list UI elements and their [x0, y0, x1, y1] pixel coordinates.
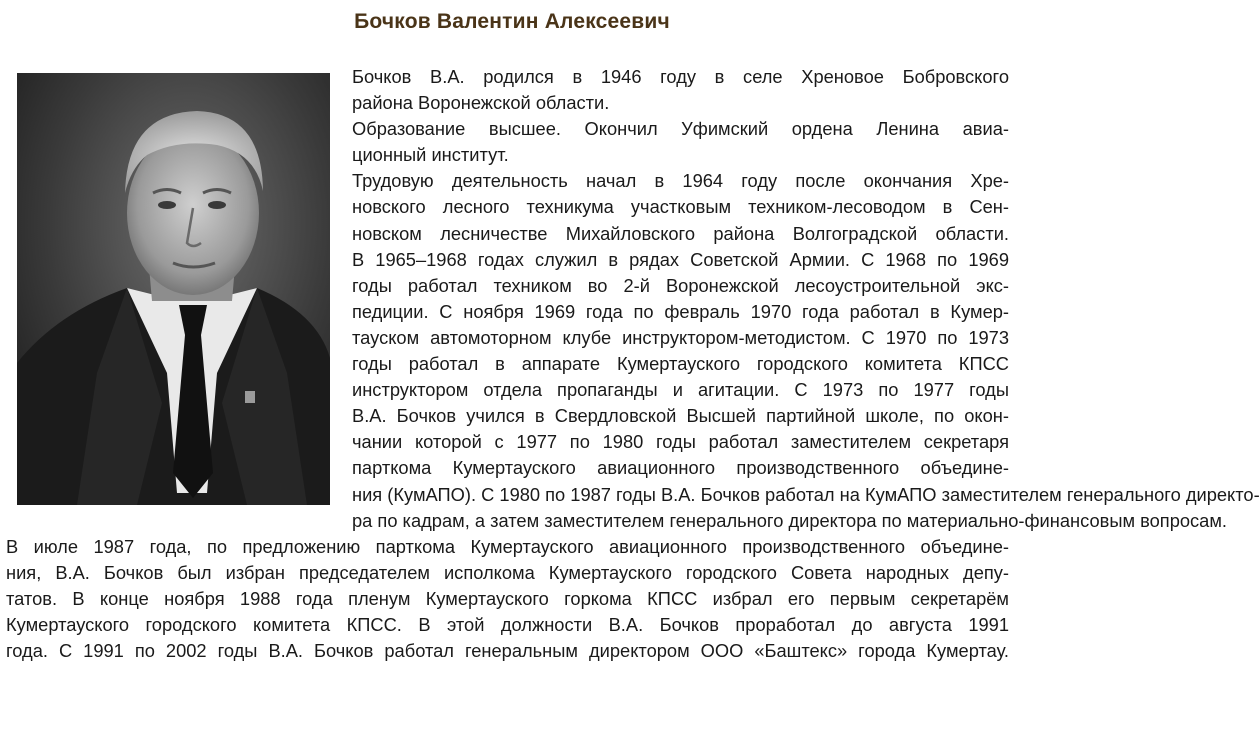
text-line: ния, В.А. Бочков был избран председателем исполкома Кумертауского городского Совета народных депу-	[6, 561, 1009, 583]
text-line: инструктором отдела пропаганды и агитации. С 1973 по 1977 годы	[352, 379, 1009, 401]
text-line: Трудовую деятельность начал в 1964 году после окончания Хре-	[352, 170, 1009, 192]
text-line: года. С 1991 по 2002 годы В.А. Бочков работал генеральным директором ООО «Баштекс» города Кумертау.	[6, 640, 1009, 662]
text-line: ра по кадрам, а затем заместителем генерального директора по материально-финансовым вопросам.	[352, 509, 1227, 531]
text-line: педиции. С ноября 1969 года по февраль 1970 года работал в Кумер-	[352, 300, 1009, 322]
text-line: новского лесного техникума участковым техником-лесоводом в Сен-	[352, 196, 1009, 218]
text-line: В июле 1987 года, по предложению парткома Кумертауского авиационного производственного объедине-	[6, 535, 1009, 557]
text-line: района Воронежской области.	[352, 92, 610, 114]
text-line: чании которой с 1977 по 1980 годы работал заместителем секретаря	[352, 431, 1009, 453]
text-line: ционный институт.	[352, 144, 509, 166]
text-line: годы работал в аппарате Кумертауского городского комитета КПСС	[352, 353, 1009, 375]
text-line: татов. В конце ноября 1988 года пленум Кумертауского горкома КПСС избрал его первым секретарём	[6, 587, 1009, 609]
text-line: новском лесничестве Михайловского района Волгоградской области.	[352, 222, 1009, 244]
text-line: парткома Кумертауского авиационного производственного объедине-	[352, 457, 1009, 479]
text-line: Бочков В.А. родился в 1946 году в селе Хреновое Бобровского	[352, 66, 1009, 87]
page-title: Бочков Валентин Алексеевич	[354, 10, 670, 33]
text-line: В.А. Бочков учился в Свердловской Высшей партийной школе, по окон-	[352, 405, 1009, 427]
text-line: ния (КумАПО). С 1980 по 1987 годы В.А. Бочков работал на КумАПО заместителем генерального директо-	[352, 483, 1260, 505]
text-line: годы работал техником во 2-й Воронежской лесоустроительной экс-	[352, 274, 1009, 296]
text-line: Кумертауского городского комитета КПСС. В этой должности В.А. Бочков проработал до августа 1991	[6, 613, 1009, 635]
biography-text	[6, 64, 1260, 664]
text-line: тауском автомоторном клубе инструктором-методистом. С 1970 по 1973	[352, 326, 1009, 348]
text-line: В 1965–1968 годах служил в рядах Советской Армии. С 1968 по 1969	[352, 248, 1009, 270]
text-line: Образование высшее. Окончил Уфимский ордена Ленина авиа-	[352, 118, 1009, 140]
